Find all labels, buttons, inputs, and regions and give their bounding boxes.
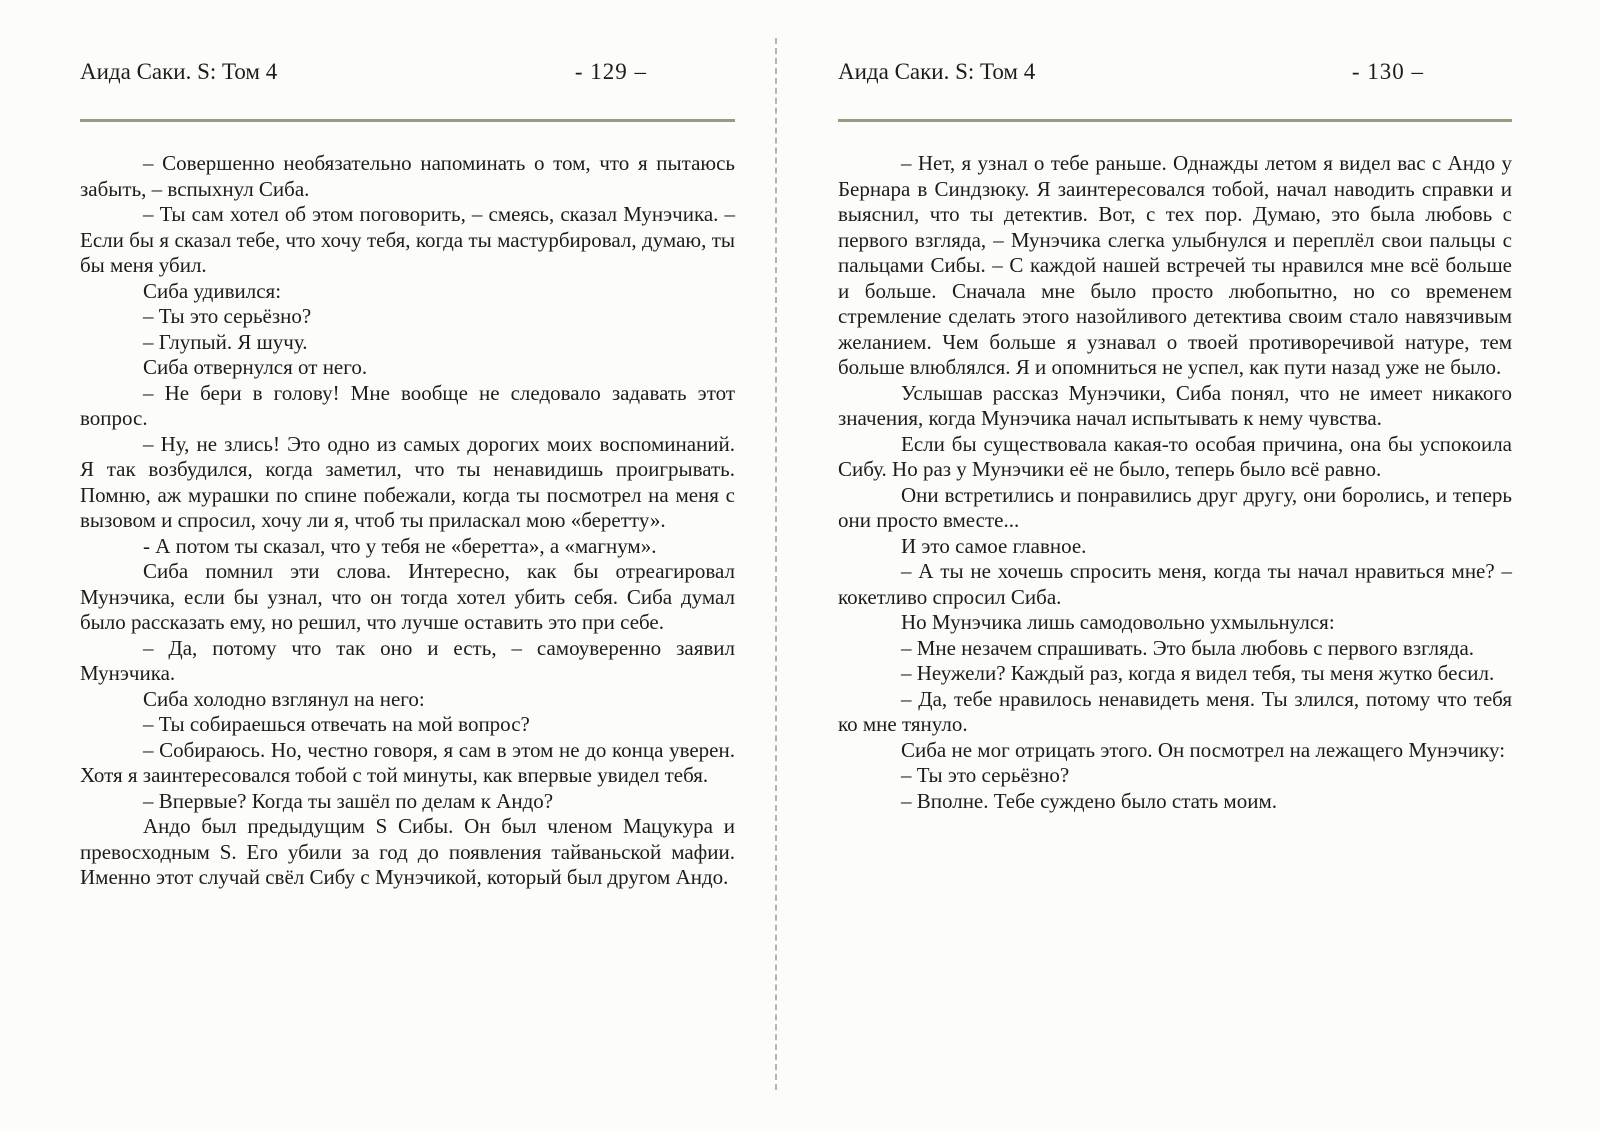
paragraph: – Ты это серьёзно? xyxy=(143,304,312,328)
paragraph: Если бы существовала какая-то особая причина, она бы успокоила Сибу. Но раз у Мунэчики её не было, теперь было всё равно. xyxy=(838,431,1512,481)
paragraph: – Впервые? Когда ты зашёл по делам к Андо? xyxy=(143,788,554,813)
paragraph: Услышав рассказ Мунэчики, Сиба понял, что не имеет никакого значения, когда Мунэчика начал испытывать к нему чувства. xyxy=(838,380,1512,430)
running-header xyxy=(80,58,735,86)
paragraph: Сиба холодно взглянул на него: xyxy=(143,686,425,711)
paragraph: – Вполне. Тебе суждено было стать моим. xyxy=(901,788,1277,813)
paragraph: – Да, тебе нравилось ненавидеть меня. Ты злился, потому что тебя ко мне тянуло. xyxy=(838,686,1512,736)
paragraph: И это самое главное. xyxy=(901,533,1087,558)
paragraph: – Ты сам хотел об этом поговорить, – смеясь, сказал Мунэчика. – Если бы я сказал тебе, что хочу тебя, когда ты мастурбировал, думаю, ты бы меня убил. xyxy=(80,202,735,277)
page-number: - 129 – xyxy=(574,59,647,84)
paragraph: Сиба помнил эти слова. Интересно, как бы отреагировал Мунэчика, если бы узнал, что он тогда хотел убить себя. Сиба думал было рассказать ему, но решил, что лучше оставить это при себе. xyxy=(80,559,735,634)
header-rule xyxy=(80,119,735,122)
running-header-title: Аида Саки. S: Том 4 xyxy=(80,59,278,84)
paragraph: – Да, потому что так оно и есть, – самоуверенно заявил Мунэчика. xyxy=(80,635,735,685)
paragraph: – Неужели? Каждый раз, когда я видел тебя, ты меня жутко бесил. xyxy=(901,661,1495,685)
paragraph: – Собираюсь. Но, честно говоря, я сам в этом не до конца уверен. Хотя я заинтересовался тобой с той минуты, как впервые увидел тебя. xyxy=(80,737,735,787)
page-130 xyxy=(838,0,1512,1131)
page-text-body xyxy=(80,151,735,891)
paragraph: – Ты собираешься отвечать на мой вопрос? xyxy=(143,712,530,736)
paragraph: – Ты это серьёзно? xyxy=(901,763,1070,787)
paragraph: – А ты не хочешь спросить меня, когда ты начал нравиться мне? – кокетливо спросил Сиба. xyxy=(838,559,1512,609)
paragraph: - А потом ты сказал, что у тебя не «беретта», а «магнум». xyxy=(143,533,657,558)
header-rule xyxy=(838,119,1512,122)
running-header-title: Аида Саки. S: Том 4 xyxy=(838,59,1036,84)
paragraph: Андо был предыдущим S Сибы. Он был членом Мацукура и превосходным S. Его убили за год до появления тайваньской мафии. Именно этот случай свёл Сибу с Мунэчикой, который был другом Андо. xyxy=(80,814,735,889)
running-header xyxy=(838,58,1512,86)
paragraph: – Совершенно необязательно напоминать о том, что я пытаюсь забыть, – вспыхнул Сиба. xyxy=(80,151,735,201)
paragraph: Сиба отвернулся от него. xyxy=(143,355,368,379)
page-text-body xyxy=(838,151,1512,814)
paragraph: Сиба не мог отрицать этого. Он посмотрел на лежащего Мунэчику: xyxy=(901,737,1506,762)
page-129 xyxy=(80,0,735,1131)
paragraph: Но Мунэчика лишь самодовольно ухмыльнулся: xyxy=(901,610,1335,634)
spread-divider xyxy=(775,38,777,1090)
page-number: - 130 – xyxy=(1351,59,1424,84)
paragraph: – Не бери в голову! Мне вообще не следовало задавать этот вопрос. xyxy=(80,380,735,430)
paragraph: – Нет, я узнал о тебе раньше. Однажды летом я видел вас с Андо у Бернара в Синдзюку. Я заинтересовался тобой, начал наводить справки и выяснил, что ты детектив. Вот, с тех пор. Думаю, это была любовь с первого взгляда, – Мунэчика слегка улыбнулся и переплёл свои пальцы с пальцами Сибы. – С каждой нашей встречей ты нравился мне всё больше и больше. Сначала мне было просто любопытно, но со временем стремление сделать этого назойливого детектива своим стало навязчивым желанием. Чем больше я узнавал о твоей противоречивой натуре, тем больше влюблялся. Я и опомниться не успел, как пути назад уже не было. xyxy=(838,151,1512,379)
paragraph: – Глупый. Я шучу. xyxy=(143,329,308,354)
paragraph: Они встретились и понравились друг другу, они боролись, и теперь они просто вместе... xyxy=(838,482,1512,532)
paragraph: Сиба удивился: xyxy=(143,278,282,303)
paragraph: – Мне незачем спрашивать. Это была любовь с первого взгляда. xyxy=(901,635,1475,660)
paragraph: – Ну, не злись! Это одно из самых дорогих моих воспоминаний. Я так возбудился, когда заметил, что ты ненавидишь проигрывать. Помню, аж мурашки по спине побежали, когда ты посмотрел на меня с вызовом и спросил, хочу ли я, чтоб ты приласкал мою «беретту». xyxy=(80,431,735,532)
